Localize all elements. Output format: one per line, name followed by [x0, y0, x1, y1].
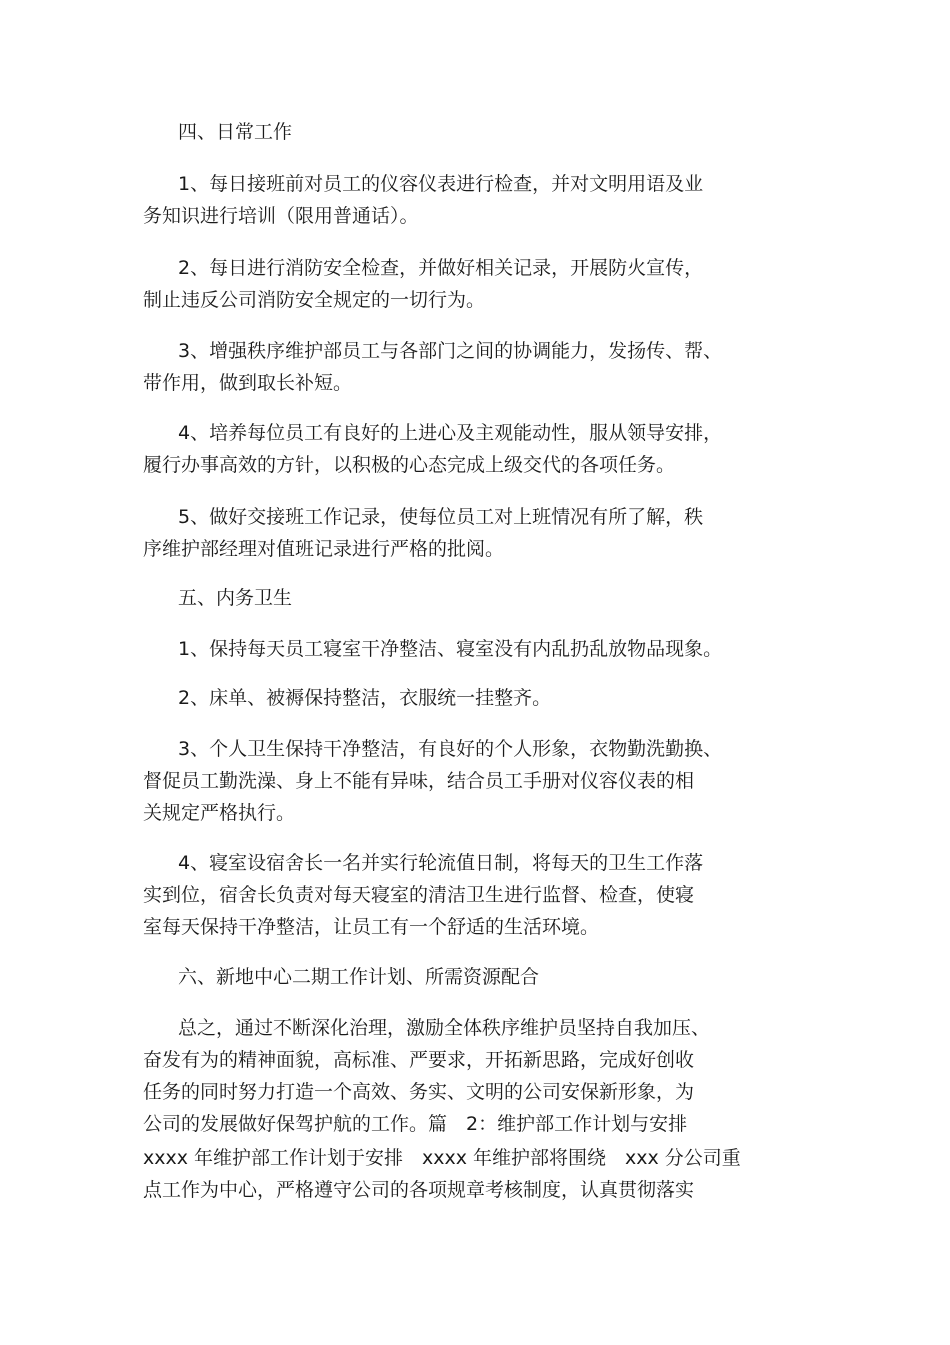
paragraph-line: 奋发有为的精神面貌，高标准、严要求，开拓新思路，完成好创收 [143, 1049, 695, 1071]
paragraph-line: 1、每日接班前对员工的仪容仪表进行检查，并对文明用语及业 [178, 173, 704, 195]
paragraph-line: 3、个人卫生保持干净整洁，有良好的个人形象，衣物勤洗勤换、 [178, 738, 723, 760]
heading-daily-work: 四、日常工作 [178, 121, 293, 143]
paragraph-line: 1、保持每天员工寝室干净整洁、寝室没有内乱扔乱放物品现象。 [178, 638, 723, 660]
paragraph-line: 序维护部经理对值班记录进行严格的批阅。 [143, 538, 505, 560]
paragraph-line: 实到位，宿舍长负责对每天寝室的清洁卫生进行监督、检查，使寝 [143, 884, 695, 906]
paragraph-line: 点工作为中心，严格遵守公司的各项规章考核制度，认真贯彻落实 [143, 1179, 695, 1201]
paragraph-line: 制止违反公司消防安全规定的一切行为。 [143, 289, 486, 311]
paragraph-line: 4、培养每位员工有良好的上进心及主观能动性，服从领导安排， [178, 422, 723, 444]
paragraph-line: 任务的同时努力打造一个高效、务实、文明的公司安保新形象，为 [143, 1081, 695, 1103]
paragraph-line: 室每天保持干净整洁，让员工有一个舒适的生活环境。 [143, 916, 600, 938]
heading-phase-two-plan: 六、新地中心二期工作计划、所需资源配合 [178, 966, 540, 988]
paragraph-line: 2、床单、被褥保持整洁，衣服统一挂整齐。 [178, 687, 552, 709]
paragraph-line: 3、增强秩序维护部员工与各部门之间的协调能力，发扬传、帮、 [178, 340, 723, 362]
paragraph-line: 5、做好交接班工作记录，使每位员工对上班情况有所了解，秩 [178, 506, 704, 528]
paragraph-line: 履行办事高效的方针，以积极的心态完成上级交代的各项任务。 [143, 454, 676, 476]
paragraph-line: 督促员工勤洗澡、身上不能有异味，结合员工手册对仪容仪表的相 [143, 770, 695, 792]
paragraph-line: 公司的发展做好保驾护航的工作。篇 2：维护部工作计划与安排 [143, 1113, 688, 1135]
paragraph-line: xxxx 年维护部工作计划于安排 xxxx 年维护部将围绕 xxx 分公司重 [143, 1147, 741, 1169]
paragraph-line: 2、每日进行消防安全检查，并做好相关记录，开展防火宣传， [178, 257, 704, 279]
paragraph-line: 务知识进行培训（限用普通话）。 [143, 205, 419, 227]
heading-internal-hygiene: 五、内务卫生 [178, 587, 293, 609]
paragraph-line: 4、寝室设宿舍长一名并实行轮流值日制，将每天的卫生工作落 [178, 852, 704, 874]
paragraph-line: 总之，通过不断深化治理，激励全体秩序维护员坚持自我加压、 [178, 1017, 711, 1039]
paragraph-line: 带作用，做到取长补短。 [143, 372, 353, 394]
paragraph-line: 关规定严格执行。 [143, 802, 296, 824]
